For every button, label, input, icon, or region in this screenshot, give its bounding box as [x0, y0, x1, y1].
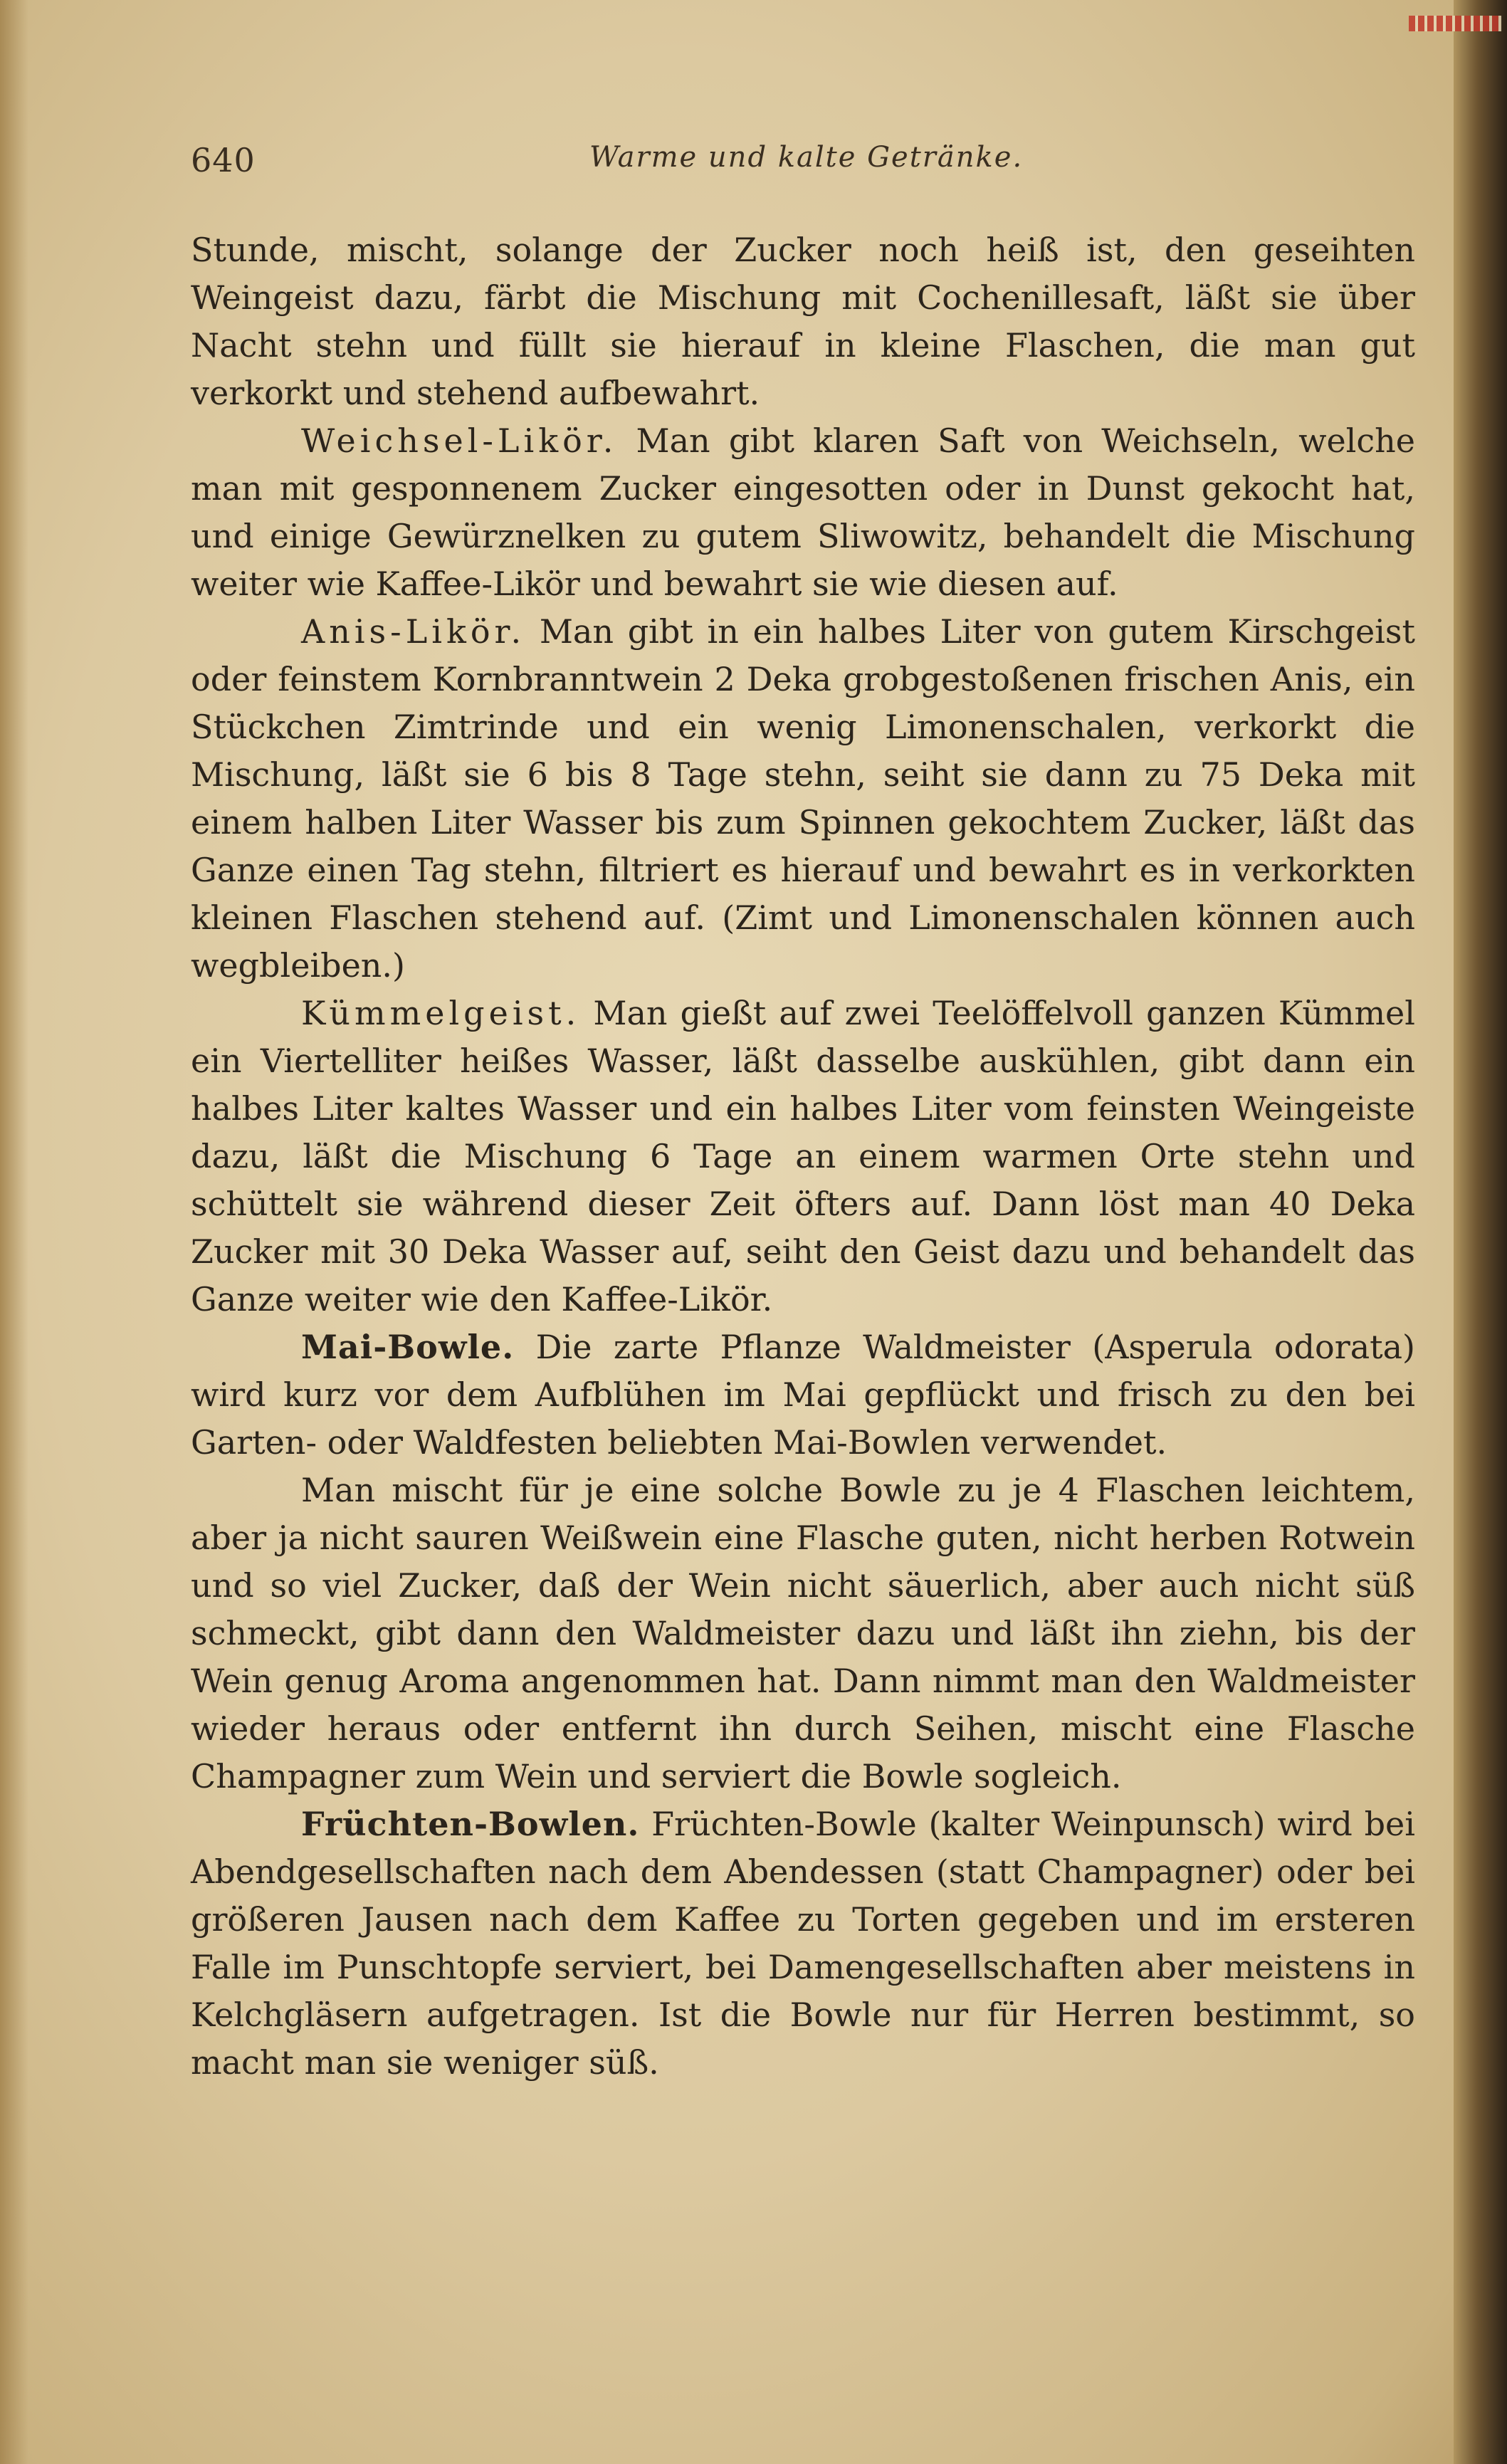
page-header: [191, 141, 1437, 191]
paragraph: [191, 990, 1415, 1323]
running-title: Warme und kalte Getränke.: [589, 141, 1024, 174]
recipe-title: Kümmelgeist.: [301, 994, 581, 1032]
section-title: Früchten-Bowlen.: [301, 1805, 640, 1843]
paragraph: [191, 1800, 1415, 2087]
paragraph: [191, 1467, 1415, 1800]
paragraph-text: Man gießt auf zwei Teelöffelvoll ganzen Kümmel ein Viertelliter heißes Wasser, läßt dasselbe auskühlen, gibt dann ein halbes Liter kaltes Wasser und ein halbes Liter vom feinsten Weingeiste dazu, läßt die Mischung 6 Tage an einem warmen Orte stehn und schüttelt sie während dieser Zeit öfters auf. Dann löst man 40 Deka Zucker mit 30 Deka Wasser auf, seiht den Geist dazu und behandelt das Ganze weiter wie den Kaffee-Likör.: [191, 994, 1415, 1318]
paragraph: [191, 417, 1415, 608]
paragraph-text: Früchten-Bowle (kalter Weinpunsch) wird bei Abendgesellschaften nach dem Abendessen (statt Champagner) oder bei größeren Jausen nach dem Kaffee zu Torten gegeben und im ersteren Falle im Punschtopfe serviert, bei Damengesellschaften aber meistens in Kelchgläsern aufgetragen. Ist die Bowle nur für Herren bestimmt, so macht man sie weniger süß.: [191, 1805, 1415, 2082]
recipe-title: Weichsel-Likör.: [301, 421, 618, 460]
section-title: Mai-Bowle.: [301, 1328, 515, 1366]
page-number: 640: [191, 141, 256, 179]
paragraph-text: Die zarte Pflanze Waldmeister (Asperula odorata) wird kurz vor dem Aufblühen im Mai gepflückt und frisch zu den bei Garten- oder Waldfesten beliebten Mai-Bowlen verwendet.: [191, 1328, 1415, 1462]
paragraph: [191, 608, 1415, 990]
paragraph: [191, 1323, 1415, 1467]
body-text: [191, 226, 1415, 2087]
page-edge: [1454, 0, 1507, 2464]
recipe-title: Anis-Likör.: [301, 612, 526, 651]
left-margin-shade: [0, 0, 28, 2464]
paragraph: [191, 226, 1415, 417]
paragraph-text: Man gibt klaren Saft von Weichseln, welche man mit gesponnenem Zucker eingesotten oder in Dunst gekocht hat, und einige Gewürznelken zu gutem Sliwowitz, behandelt die Mischung weiter wie Kaffee-Likör und bewahrt sie wie diesen auf.: [191, 421, 1415, 603]
paragraph-text: Man mischt für je eine solche Bowle zu je 4 Flaschen leichtem, aber ja nicht sauren Weißwein eine Flasche guten, nicht herben Rotwein und so viel Zucker, daß der Wein nicht säuerlich, aber auch nicht süß schmeckt, gibt dann den Waldmeister dazu und läßt ihn ziehn, bis der Wein genug Aroma angenommen hat. Dann nimmt man den Waldmeister wieder heraus oder entfernt ihn durch Seihen, mischt eine Flasche Champagner zum Wein und serviert die Bowle sogleich.: [191, 1471, 1415, 1795]
paragraph-text: Stunde, mischt, solange der Zucker noch heiß ist, den geseihten Weingeist dazu, färbt die Mischung mit Cochenillesaft, läßt sie über Nacht stehn und füllt sie hierauf in kleine Flaschen, die man gut verkorkt und stehend aufbewahrt.: [191, 231, 1415, 412]
bookmark-thread: [1409, 16, 1501, 31]
paragraph-text: Man gibt in ein halbes Liter von gutem Kirschgeist oder feinstem Kornbranntwein 2 Deka grobgestoßenen frischen Anis, ein Stückchen Zimtrinde und ein wenig Limonenschalen, verkorkt die Mischung, läßt sie 6 bis 8 Tage stehn, seiht sie dann zu 75 Deka mit einem halben Liter Wasser bis zum Spinnen gekochtem Zucker, läßt das Ganze einen Tag stehn, filtriert es hierauf und bewahrt es in verkorkten kleinen Flaschen stehend auf. (Zimt und Limonenschalen können auch wegbleiben.): [191, 612, 1415, 985]
